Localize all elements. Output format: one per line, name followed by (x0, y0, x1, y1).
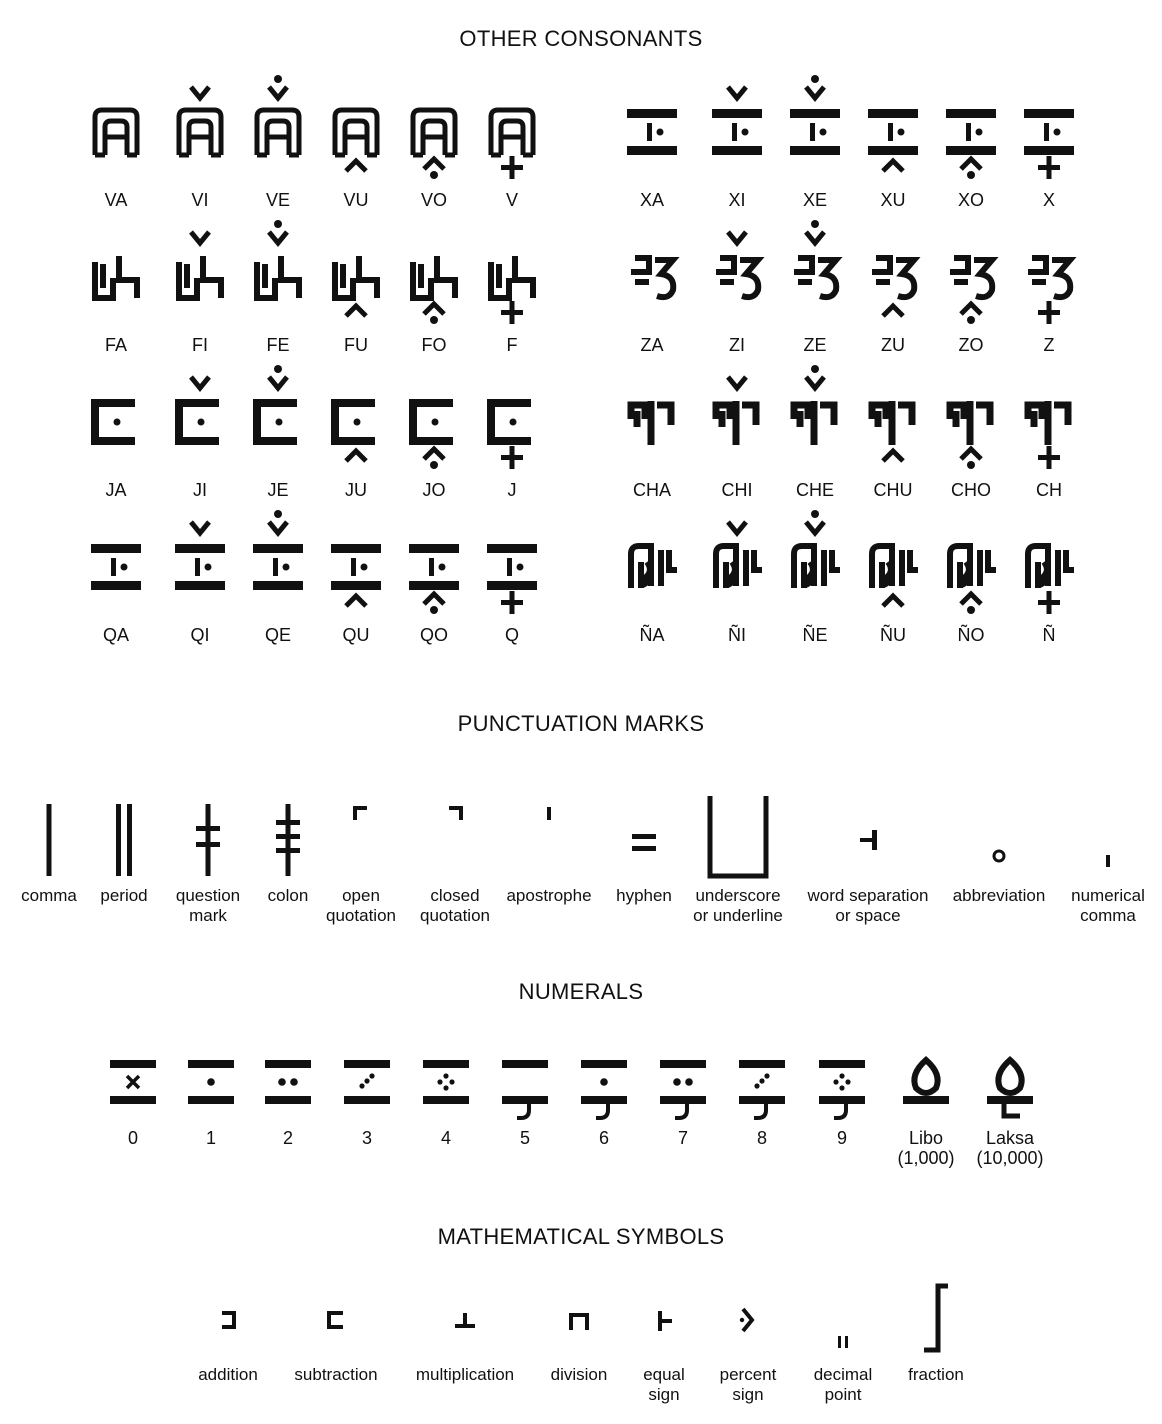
numeral-label: 3 (361, 1128, 373, 1148)
numeral-label: 8 (756, 1128, 768, 1148)
punct-glyph-0 (47, 804, 52, 876)
glyph-vi (179, 87, 221, 155)
punct-glyph-9 (860, 830, 877, 850)
glyph-vo (413, 110, 455, 179)
glyph-xu (868, 109, 918, 171)
glyph-ñu (872, 546, 918, 606)
punctuation-label: open quotation (326, 886, 396, 925)
consonant-label: V (505, 190, 519, 210)
punct-glyph-11 (1106, 855, 1110, 867)
consonant-label: FE (266, 335, 290, 355)
punctuation-label: closed quotation (420, 886, 490, 925)
numeral-label: 6 (598, 1128, 610, 1148)
glyph-fa (95, 256, 137, 298)
numeral-glyph-11 (987, 1060, 1033, 1116)
punctuation-label: numerical comma (1071, 886, 1145, 925)
numeral-label: 5 (519, 1128, 531, 1148)
math-glyph-6 (838, 1336, 848, 1348)
consonant-label: ZI (729, 335, 745, 355)
consonant-label: JA (105, 480, 127, 500)
numeral-label: 1 (205, 1128, 217, 1148)
punctuation-label: abbreviation (952, 886, 1046, 905)
glyph-ñ (1028, 546, 1074, 614)
glyph-chi (716, 377, 756, 445)
math-glyph-3 (571, 1315, 587, 1330)
numeral-glyph-3 (344, 1060, 390, 1104)
numeral-glyph-9 (819, 1060, 865, 1118)
consonant-label: XE (802, 190, 828, 210)
numeral-glyph-0 (110, 1060, 156, 1104)
glyph-jo (409, 399, 453, 469)
glyph-q (487, 544, 537, 614)
consonant-label: Ñ (1042, 625, 1056, 645)
glyph-qu (331, 544, 381, 606)
consonant-label: CHA (632, 480, 672, 500)
math-label: equal sign (643, 1365, 685, 1404)
consonant-label: Z (1043, 335, 1055, 355)
glyph-fe (257, 220, 299, 298)
consonant-label: XU (880, 190, 906, 210)
math-glyph-7 (924, 1286, 948, 1350)
consonant-label: ÑU (880, 625, 906, 645)
numeral-glyph-4 (423, 1060, 469, 1104)
consonant-label: FI (192, 335, 208, 355)
glyph-x (1024, 109, 1074, 179)
glyph-zo (950, 258, 992, 324)
glyph-qe (253, 510, 303, 590)
consonant-label: XI (728, 190, 746, 210)
punctuation-label: comma (21, 886, 77, 905)
glyph-v (491, 110, 533, 179)
section-title-other-consonants: OTHER CONSONANTS (459, 26, 703, 51)
glyph-vu (335, 110, 377, 171)
math-glyph-4 (658, 1311, 672, 1331)
consonant-label: FO (421, 335, 447, 355)
glyph-zi (716, 232, 758, 297)
punctuation-label: period (100, 886, 148, 905)
consonant-label: ZO (958, 335, 984, 355)
consonant-label: Q (504, 625, 520, 645)
glyph-j (487, 399, 531, 469)
glyph-ñe (794, 510, 840, 588)
glyph-ja (91, 399, 135, 445)
punct-glyph-1 (116, 804, 132, 876)
math-glyph-2 (455, 1313, 475, 1328)
math-label: fraction (908, 1365, 964, 1384)
punct-glyph-7 (632, 834, 656, 851)
section-title-mathematical-symbols: MATHEMATICAL SYMBOLS (437, 1224, 725, 1249)
consonant-label: VO (420, 190, 448, 210)
glyph-ju (331, 399, 375, 461)
consonant-label: CHO (951, 480, 991, 500)
consonant-label: QI (190, 625, 210, 645)
math-glyph-1 (329, 1313, 343, 1327)
numeral-glyph-7 (660, 1060, 706, 1118)
numeral-label: 9 (836, 1128, 848, 1148)
punct-glyph-5 (449, 808, 461, 820)
consonant-label: CHI (721, 480, 753, 500)
glyph-ño (950, 546, 996, 614)
glyph-z (1028, 258, 1070, 324)
numeral-glyph-2 (265, 1060, 311, 1104)
numeral-glyph-1 (188, 1060, 234, 1104)
numeral-label: 7 (677, 1128, 689, 1148)
consonant-label: XO (957, 190, 985, 210)
math-glyph-0 (222, 1313, 234, 1327)
glyph-ji (175, 377, 219, 445)
glyph-ze (794, 220, 836, 297)
numeral-label: 4 (440, 1128, 452, 1148)
consonant-label: ZE (803, 335, 827, 355)
consonant-label: JU (345, 480, 367, 500)
punctuation-label: word separation or space (807, 886, 929, 925)
math-label: decimal point (813, 1365, 873, 1404)
consonant-label: QE (264, 625, 292, 645)
numeral-label: Laksa (10,000) (976, 1128, 1044, 1168)
consonant-label: ZU (881, 335, 905, 355)
consonant-label: QA (102, 625, 130, 645)
consonant-label: CHU (873, 480, 913, 500)
consonant-label: JO (422, 480, 446, 500)
punct-glyph-4 (355, 808, 367, 820)
consonant-label: X (1042, 190, 1056, 210)
glyph-xi (712, 87, 762, 155)
consonant-label: ÑE (802, 625, 828, 645)
consonant-label: J (507, 480, 517, 500)
glyph-va (95, 110, 137, 155)
glyph-ch (1028, 401, 1068, 469)
glyph-che (794, 365, 834, 445)
math-label: percent sign (719, 1365, 777, 1404)
glyph-cho (950, 401, 990, 469)
punctuation-label: underscore or underline (693, 886, 783, 925)
numeral-label: 0 (127, 1128, 139, 1148)
consonant-label: FA (104, 335, 128, 355)
consonant-label: VA (104, 190, 128, 210)
punct-glyph-10 (994, 851, 1004, 861)
punct-glyph-2 (196, 804, 220, 876)
glyph-qo (409, 544, 459, 614)
punct-glyph-3 (276, 804, 300, 876)
glyph-fi (179, 232, 221, 298)
punctuation-label: colon (267, 886, 309, 905)
numeral-glyph-8 (739, 1060, 785, 1118)
math-label: addition (198, 1365, 258, 1384)
numeral-glyph-5 (502, 1060, 548, 1118)
math-label: division (550, 1365, 608, 1384)
consonant-label: ÑI (728, 625, 746, 645)
section-title-punctuation-marks: PUNCTUATION MARKS (457, 711, 705, 736)
glyph-fu (335, 256, 377, 316)
math-label: subtraction (294, 1365, 378, 1384)
glyph-xa (627, 109, 677, 155)
consonant-label: CHE (795, 480, 835, 500)
consonant-label: VE (265, 190, 291, 210)
consonant-label: CH (1036, 480, 1062, 500)
glyph-ve (257, 75, 299, 155)
consonant-label: JI (192, 480, 208, 500)
consonant-label: VI (191, 190, 209, 210)
consonant-label: ZA (640, 335, 664, 355)
math-label: multiplication (415, 1365, 515, 1384)
glyph-qa (91, 544, 141, 590)
glyph-chu (872, 401, 912, 461)
glyph-xe (790, 75, 840, 155)
glyph-cha (631, 401, 671, 445)
punct-glyph-6 (547, 807, 551, 820)
glyph-zu (872, 258, 914, 316)
math-glyph-5 (740, 1309, 752, 1331)
glyph-xo (946, 109, 996, 179)
consonant-label: XA (639, 190, 665, 210)
numeral-glyph-6 (581, 1060, 627, 1118)
glyph-za (631, 258, 673, 297)
numeral-glyph-10 (903, 1060, 949, 1104)
consonant-label: ÑO (957, 625, 985, 645)
punctuation-label: apostrophe (506, 886, 592, 905)
consonant-label: QO (419, 625, 449, 645)
numeral-label: Libo (1,000) (897, 1128, 955, 1168)
consonant-label: ÑA (639, 625, 665, 645)
punctuation-label: hyphen (616, 886, 672, 905)
consonant-label: VU (343, 190, 369, 210)
consonant-label: F (506, 335, 518, 355)
glyph-qi (175, 522, 225, 590)
punctuation-label: question mark (175, 886, 241, 925)
section-title-numerals: NUMERALS (518, 979, 644, 1004)
consonant-label: QU (342, 625, 370, 645)
glyph-f (491, 256, 533, 324)
glyph-fo (413, 256, 455, 324)
glyph-je (253, 365, 297, 445)
consonant-label: JE (267, 480, 289, 500)
numeral-label: 2 (282, 1128, 294, 1148)
consonant-label: FU (344, 335, 368, 355)
glyph-ñi (716, 522, 762, 588)
punct-glyph-8 (710, 796, 766, 876)
glyph-ña (631, 546, 677, 588)
